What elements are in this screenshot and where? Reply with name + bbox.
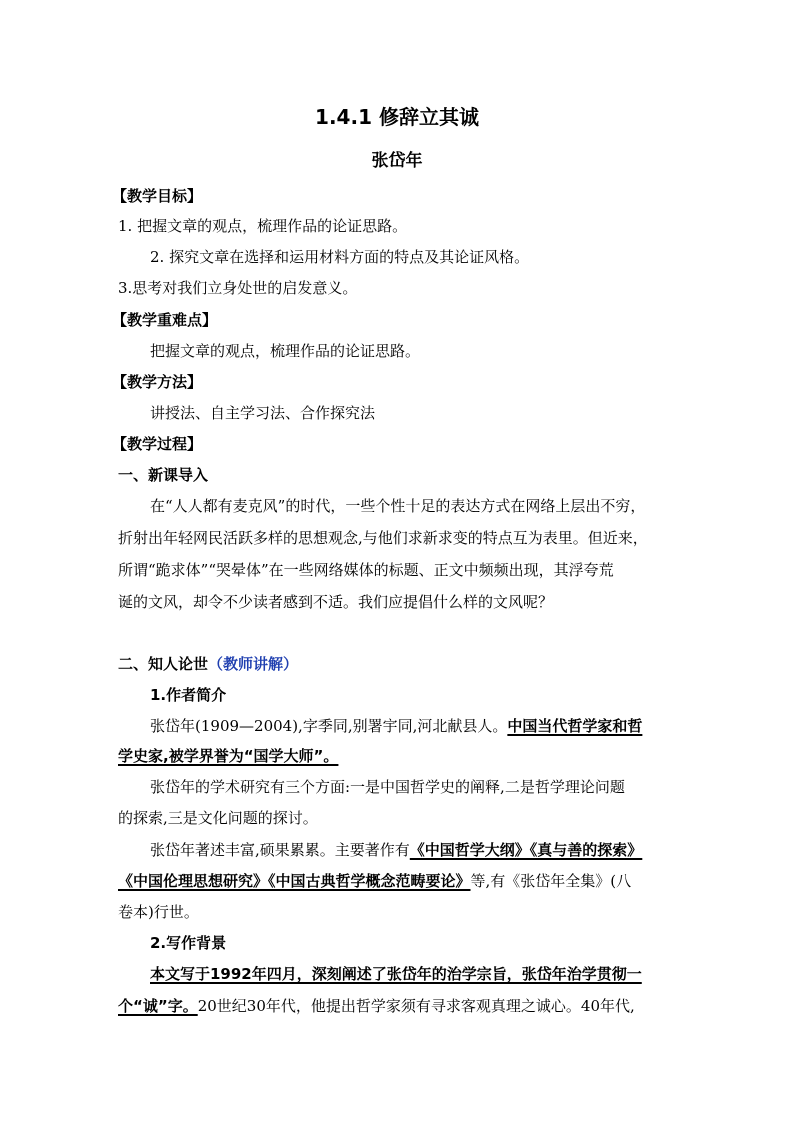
works-highlight: 《中国伦理思想研究》《中国古典哲学概念范畴要论》 [118, 872, 471, 890]
author-intro-line [150, 716, 642, 736]
intro-paragraph-line: 所谓“跪求体”“哭晕体”在一些网络媒体的标题、正文中频频出现，其浮夸荒 [118, 561, 614, 579]
section-2-heading-row [118, 654, 298, 674]
intro-paragraph-line: 诞的文风，却令不少读者感到不适。我们应提倡什么样的文风呢？ [118, 593, 554, 611]
objective-item: 1. 把握文章的观点，梳理作品的论证思路。 [118, 217, 408, 235]
background-line [118, 996, 635, 1016]
methods-heading: 【教学方法】 [112, 373, 203, 391]
works-text: 等,有《张岱年全集》(八 [470, 872, 632, 890]
section-2-heading: 二、知人论世 [118, 655, 209, 673]
objective-item: 2. 探究文章在选择和运用材料方面的特点及其论证风格。 [150, 248, 530, 266]
objective-item: 3.思考对我们立身处世的启发意义。 [118, 279, 358, 297]
section-2-heading-note: （教师讲解） [208, 655, 299, 673]
process-heading: 【教学过程】 [112, 435, 203, 453]
works-line: 卷本)行世。 [118, 903, 199, 921]
works-text: 张岱年著述丰富,硕果累累。主要著作有 [150, 841, 410, 859]
methods-text: 讲授法、自主学习法、合作探究法 [150, 404, 376, 422]
research-line: 张岱年的学术研究有三个方面:一是中国哲学史的阐释,二是哲学理论问题 [150, 778, 625, 796]
intro-paragraph-line: 在“人人都有麦克风”的时代，一些个性十足的表达方式在网络上层出不穷， [150, 497, 646, 515]
page-title: 1.4.1 修辞立其诚 [315, 105, 479, 129]
intro-paragraph-line: 折射出年轻网民活跃多样的思想观念,与他们求新求变的特点互为表里。但近来， [118, 529, 648, 547]
key-points-heading: 【教学重难点】 [112, 311, 218, 329]
background-highlight: 个“诚”字。 [118, 997, 198, 1015]
author-intro-text: 张岱年(1909—2004),字季同,别署宇同,河北献县人。 [150, 717, 508, 735]
background-text: 20世纪30年代，他提出哲学家须有寻求客观真理之诚心。40年代, [197, 997, 635, 1015]
works-line [118, 871, 631, 891]
author-name: 张岱年 [371, 151, 423, 171]
objectives-heading: 【教学目标】 [112, 187, 203, 205]
author-intro-heading: 1.作者简介 [150, 686, 227, 704]
section-1-heading: 一、新课导入 [118, 466, 209, 484]
research-line: 的探索,三是文化问题的探讨。 [118, 809, 318, 827]
works-highlight: 《中国哲学大纲》《真与善的探索》 [409, 841, 643, 859]
background-heading: 2.写作背景 [150, 934, 227, 952]
author-intro-highlight: 中国当代哲学家和哲 [507, 717, 643, 735]
author-intro-highlight: 学史家,被学界誉为“国学大师”。 [118, 747, 339, 765]
works-line [150, 840, 642, 860]
background-highlight: 本文写于1992年四月，深刻阐述了张岱年的治学宗旨，张岱年治学贯彻一 [150, 965, 642, 983]
key-points-text: 把握文章的观点，梳理作品的论证思路。 [150, 342, 421, 360]
